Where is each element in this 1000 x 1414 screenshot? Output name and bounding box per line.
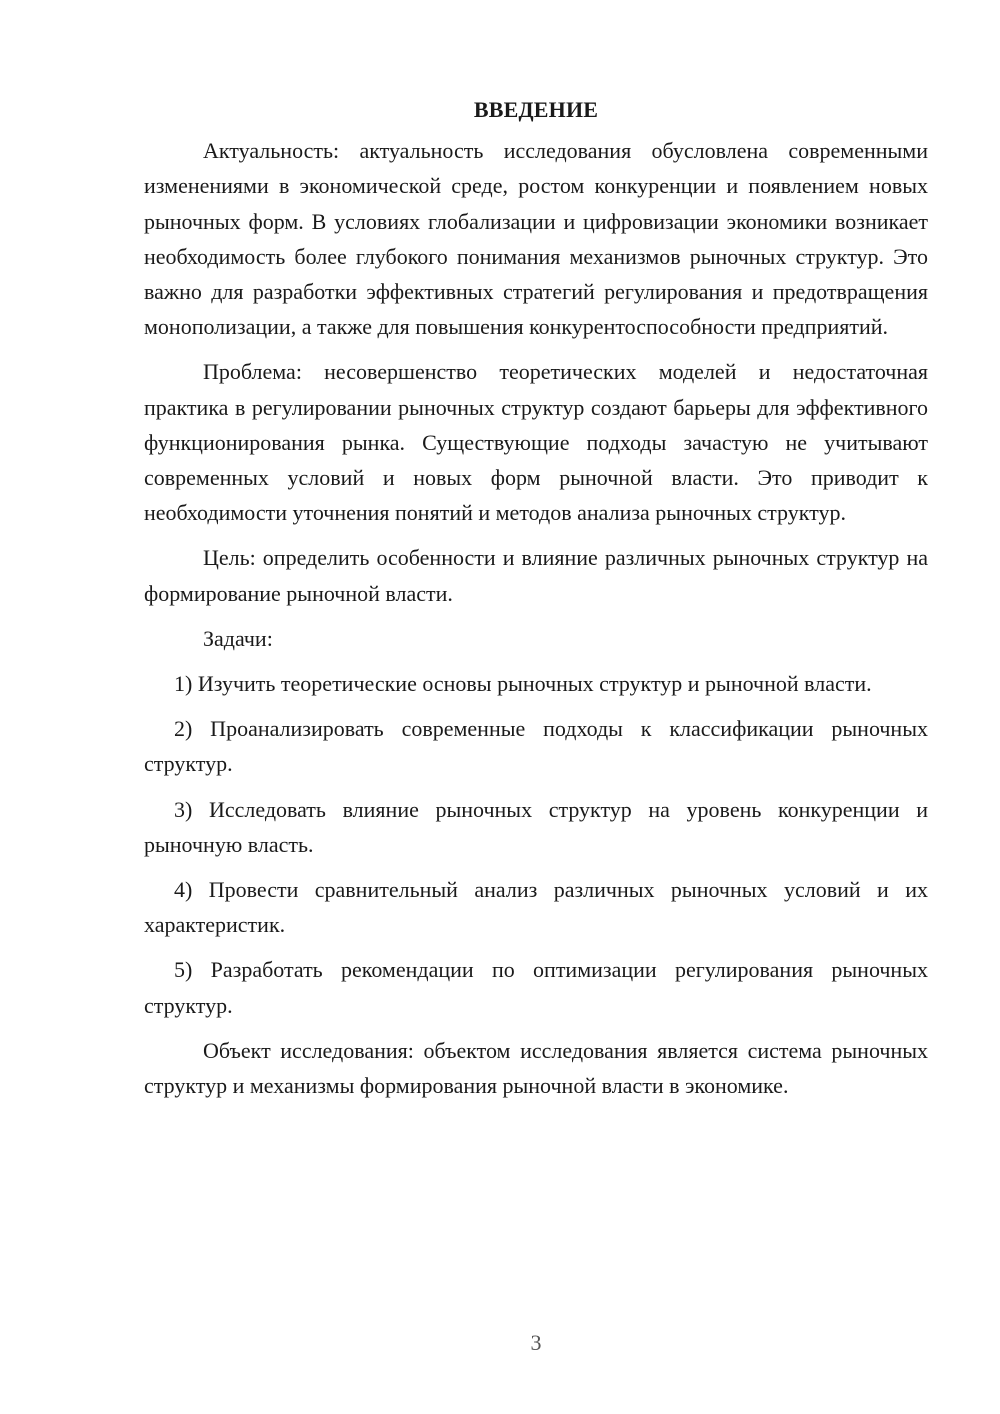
task-item: 3) Исследовать влияние рыночных структур на уровень конкуренции и рыночную власть. <box>144 796 928 857</box>
task-item: 4) Провести сравнительный анализ различных рыночных условий и их характеристик. <box>144 877 928 938</box>
task-item: 2) Проанализировать современные подходы к классификации рыночных структур. <box>144 716 928 777</box>
document-title: ВВЕДЕНИЕ <box>473 97 599 122</box>
tasks-heading: Задачи: <box>203 625 273 651</box>
paragraph-object: Объект исследования: объектом исследования является система рыночных структур и механизмы формирования рыночной власти в экономике. <box>144 1037 928 1099</box>
paragraph-problem: Проблема: несовершенство теоретических моделей и недостаточная практика в регулировании рыночных структур создают барьеры для эффективного функционирования рынка. Существующие подходы зачастую не учитывают современных условий и новых форм рыночной власти. Это приводит к необходимости уточнения понятий и методов анализа рыночных структур. <box>144 359 928 526</box>
paragraph-relevance: Актуальность: актуальность исследования обусловлена современными изменениями в экономической среде, ростом конкуренции и появлением новых рыночных форм. В условиях глобализации и цифровизации экономики возникает необходимость более глубокого понимания механизмов рыночных структур. Это важно для разработки эффективных стратегий регулирования и предотвращения монополизации, а также для повышения конкурентоспособности предприятий. <box>144 138 928 340</box>
page-number: 3 <box>530 1330 542 1355</box>
task-item: 5) Разработать рекомендации по оптимизации регулирования рыночных структур. <box>144 957 928 1018</box>
task-item: 1) Изучить теоретические основы рыночных структур и рыночной власти. <box>174 671 872 697</box>
document-page <box>144 92 928 1113</box>
paragraph-goal: Цель: определить особенности и влияние различных рыночных структур на формирование рыночной власти. <box>144 545 928 606</box>
